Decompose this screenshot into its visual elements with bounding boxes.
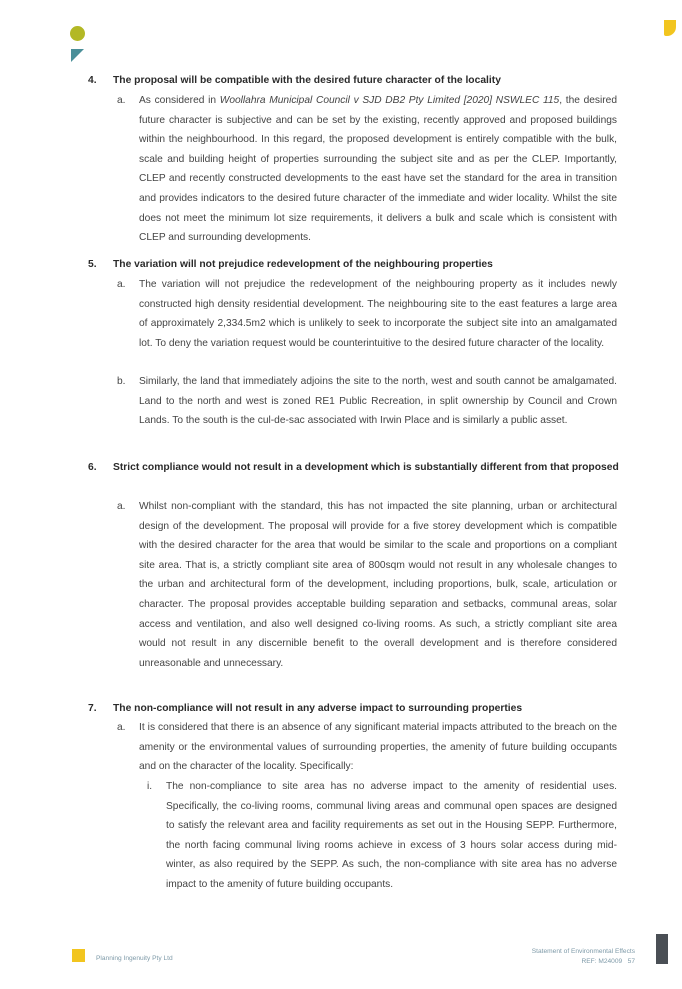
subitem-label: i.: [147, 781, 153, 792]
section-5-item-a: [117, 275, 617, 353]
section-number: 5.: [88, 259, 97, 270]
footer-ref-line: [532, 957, 635, 967]
section-5-item-b: [117, 372, 617, 431]
section-7-item-a: [117, 718, 617, 777]
section-heading-7: [88, 699, 628, 719]
section-heading-4: [88, 71, 628, 91]
section-number: 7.: [88, 703, 97, 714]
section-number: 4.: [88, 75, 97, 86]
footer-meta: [532, 947, 635, 967]
section-title: The non-compliance will not result in any adverse impact to surrounding properties: [113, 703, 523, 714]
item-label: b.: [117, 376, 126, 387]
section-heading-5: [88, 255, 628, 275]
footer-logo-square: [72, 949, 85, 962]
item-text: It is considered that there is an absence of any significant material impacts attributed to the breach on the amenity or the environmental values of surrounding properties, the amenity of future building occupants and on the character of the locality. Specifically:: [139, 722, 617, 773]
subitem-text: The non-compliance to site area has no adverse impact to the amenity of residential uses. Specifically, the co-living rooms, communal living areas and communal open spaces are designed to satisfy the relevant area and facility requirements as set out in the Housing SEPP. Furthermore, the north facing communal living rooms achieve in excess of 3 hours solar access during mid-winter, as also required by the SEPP. As such, the non-compliance with site area has no adverse impact to the amenity of future building occupants.: [166, 781, 617, 890]
item-text: Whilst non-compliant with the standard, this has not impacted the site planning, urban or architectural design of the development. The proposal will provide for a five storey development which is compatible with the desired character for the area that would be similar to the scale and proportions on a compliant site area. That is, a strictly compliant site area of 800sqm would not result in any wholesale changes to the urban and architectural form of the development, including proportions, bulk, scale, articulation or character. The proposal provides acceptable building separation and setbacks, communal areas, solar access and ventilation, and also well designed co-living rooms. As such, a strictly compliant site area would not result in any discernible benefit to the overall development and is therefore considered unreasonable and unnecessary.: [139, 501, 617, 669]
corner-tab: [664, 20, 676, 36]
item-text: The variation will not prejudice the redevelopment of the neighbouring property as it includes newly constructed high density residential development. The neighbouring site to the east features a large area of approximately 2,334.5m2 which is unlikely to seek to incorporate the subject site into an amalgamated lot. To deny the variation request would be counterintuitive to the desired future character of the locality.: [139, 279, 617, 349]
item-label: a.: [117, 722, 126, 733]
section-title: Strict compliance would not result in a development which is substantially different from that proposed: [113, 462, 619, 473]
footer-bar: [656, 934, 668, 964]
section-number: 6.: [88, 462, 97, 473]
section-7-subitem-i: [147, 777, 617, 895]
item-text-pre: As considered in: [139, 95, 220, 106]
item-text: [139, 91, 617, 248]
case-citation: Woollahra Municipal Council v SJD DB2 Pty Limited [2020] NSWLEC 115: [219, 95, 560, 106]
item-label: a.: [117, 279, 126, 290]
item-text-post: , the desired future character is subjective and can be set by the existing, recently approved and proposed buildings within the neighbourhood. In this regard, the proposed development is entirely compatible with the bulk, scale and building height of properties surrounding the subject site and as per the CLEP. Importantly, CLEP and recently constructed developments to the east have set the standard for the area in transition and provides indicators to the desired future character of the immediate and wider locality. Whilst the site does not meet the minimum lot size requirements, it delivers a bulk and scale which is consistent with CLEP and surrounding developments.: [139, 95, 617, 244]
page-number: 57: [627, 958, 635, 965]
footer-company: Planning Ingenuity Pty Ltd: [96, 955, 173, 962]
section-4-item-a: [117, 91, 617, 248]
item-label: a.: [117, 95, 126, 106]
section-title: The variation will not prejudice redevelopment of the neighbouring properties: [113, 259, 493, 270]
footer-ref: REF: M24009: [581, 958, 623, 965]
logo-dot: [70, 26, 85, 41]
item-label: a.: [117, 501, 126, 512]
logo-triangle: [71, 49, 84, 62]
section-title: The proposal will be compatible with the desired future character of the locality: [113, 75, 501, 86]
section-heading-6: [88, 458, 628, 478]
item-text: Similarly, the land that immediately adjoins the site to the north, west and south cannot be amalgamated. Land to the north and west is zoned RE1 Public Recreation, in split ownership by Council and Crown Lands. To the south is the cul-de-sac associated with Irwin Place and is similarly a public asset.: [139, 376, 617, 427]
footer-doc-title: Statement of Environmental Effects: [531, 948, 635, 955]
section-6-item-a: [117, 497, 617, 673]
